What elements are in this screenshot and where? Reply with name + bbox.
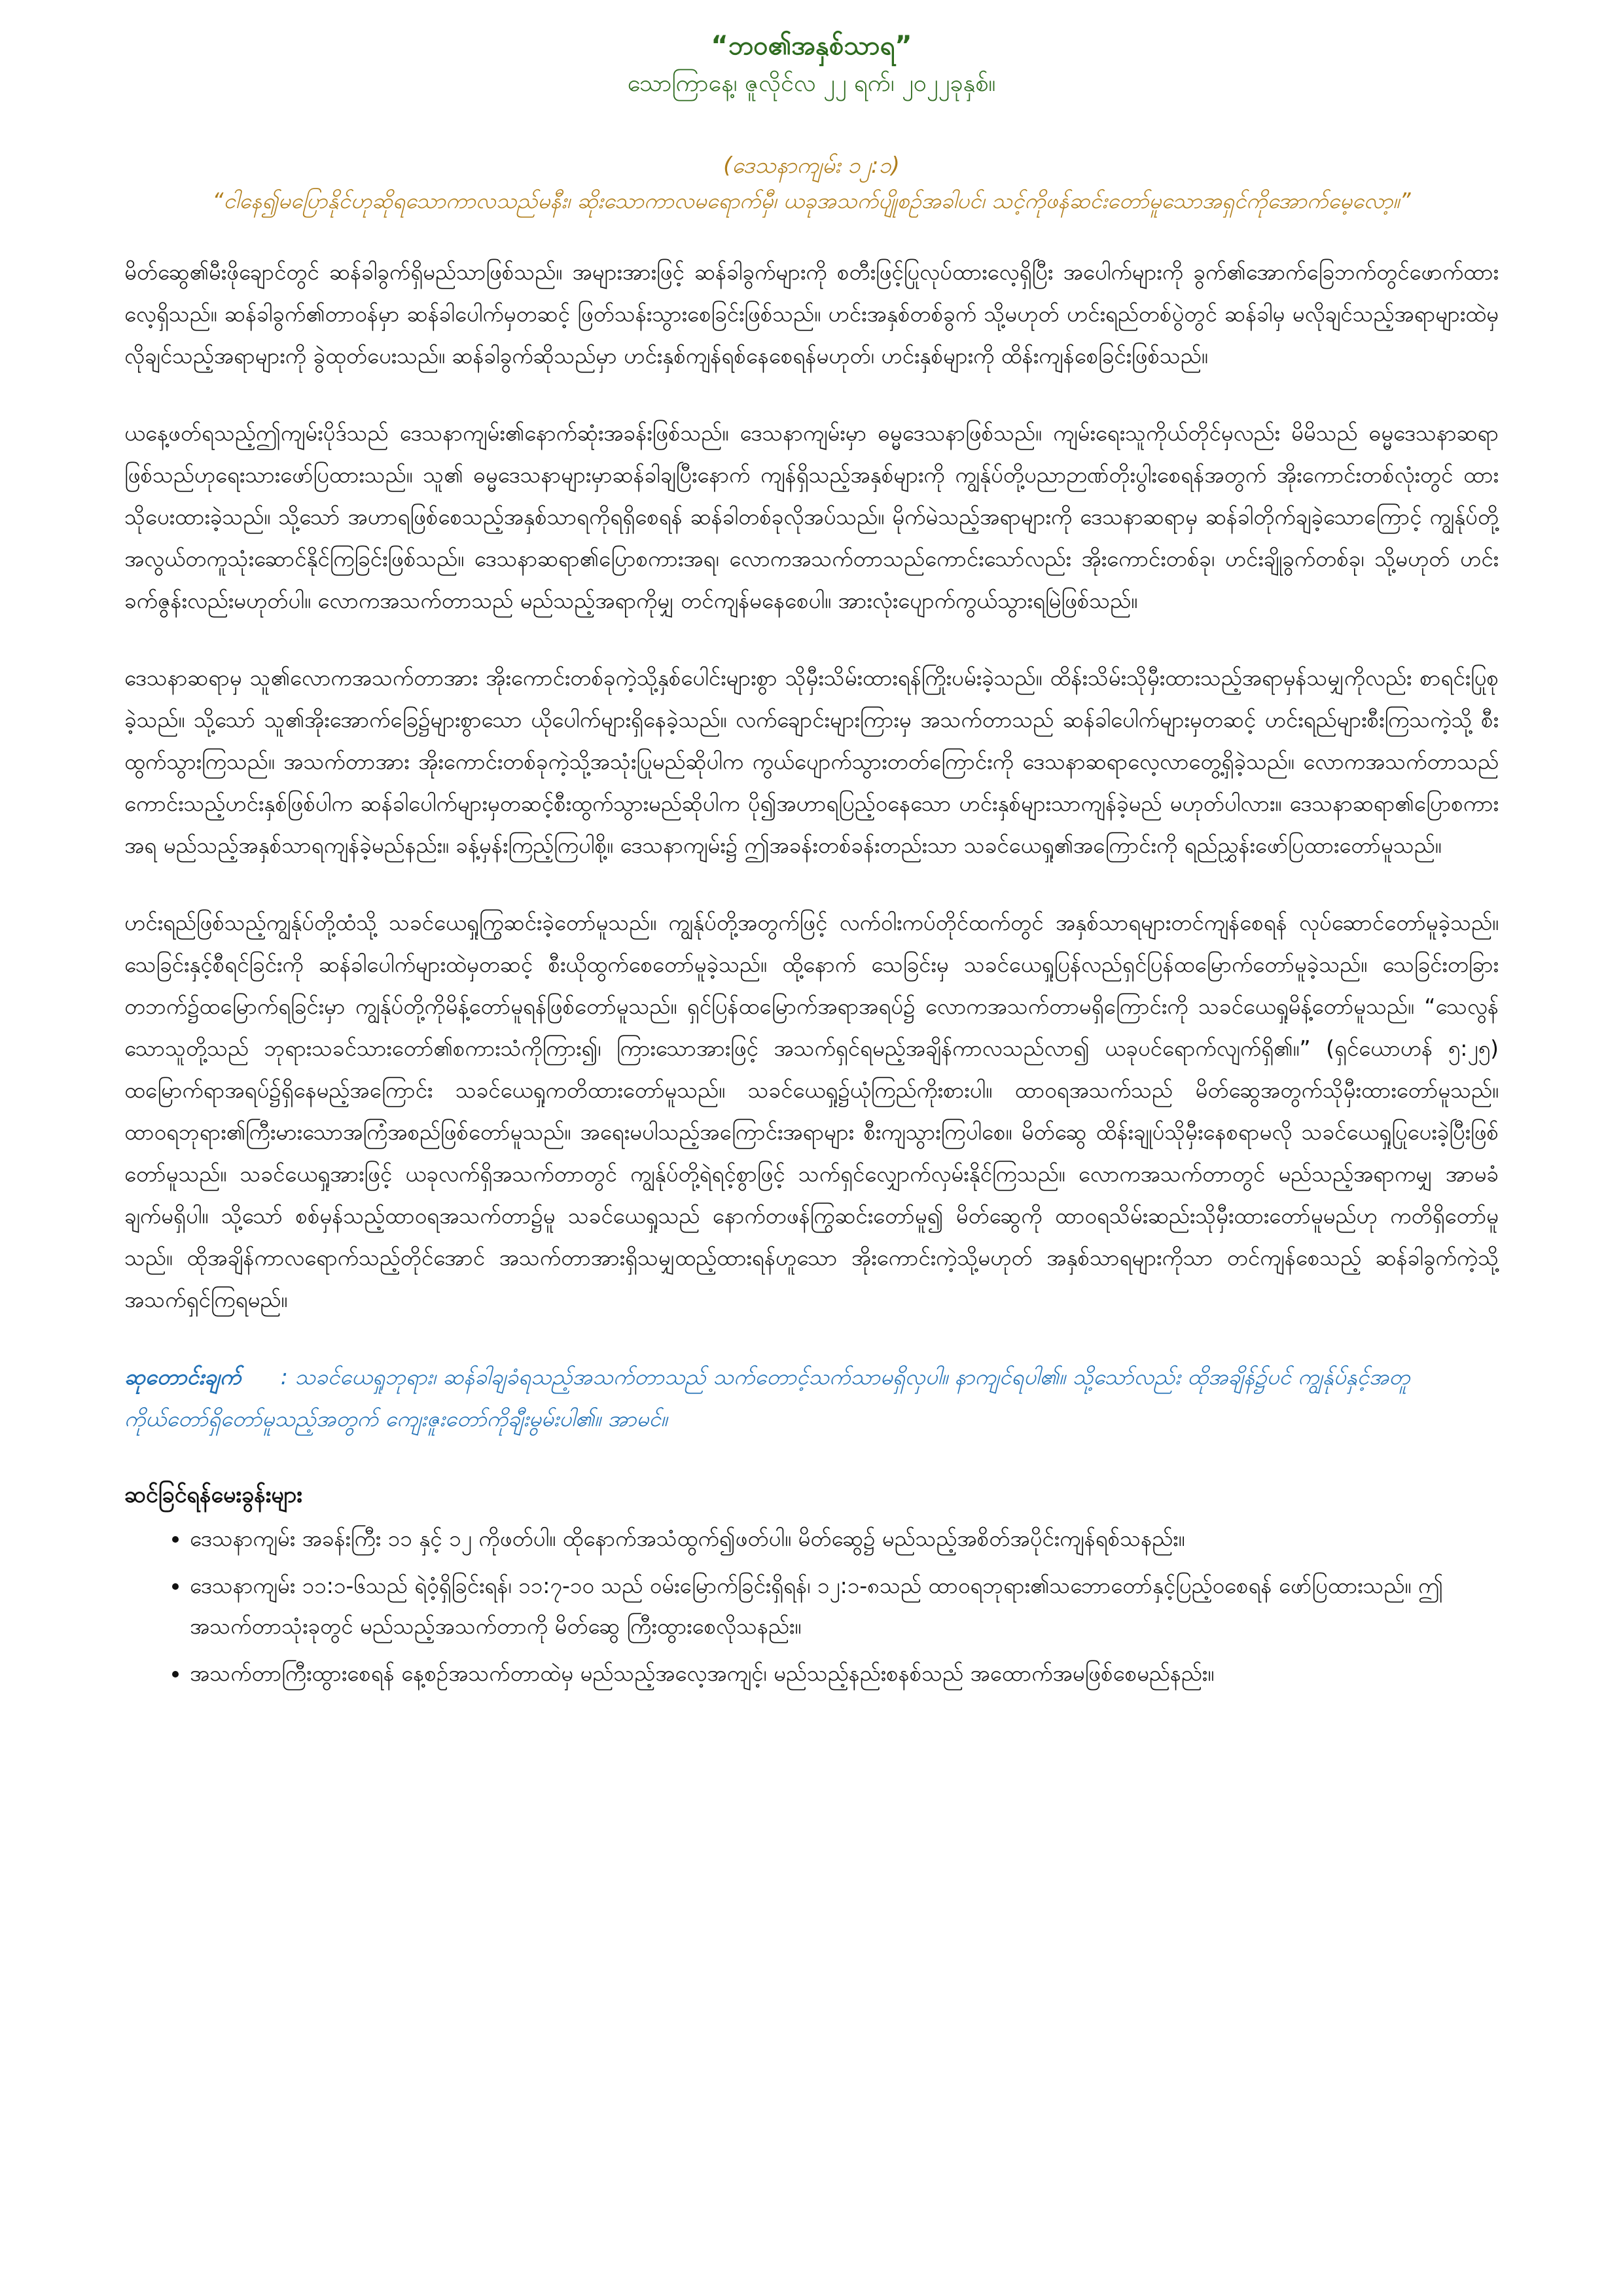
questions-heading: ဆင်ခြင်ရန်မေးခွန်းများ — [124, 1482, 302, 1508]
body-paragraph-2: ယနေ့ဖတ်ရသည့်ဤကျမ်းပိုဒ်သည် ဒေသနာကျမ်း၏နောက်ဆုံးအခန်းဖြစ်သည်။ ဒေသနာကျမ်းမှာ ဓမ္မဒေသနာဖြစ်သည်။ ကျမ်းရေးသူကိုယ်တိုင်မှလည်း မိမိသည် ဓမ္မဒေသနာဆရာဖြစ်သည်ဟုရေးသားဖော်ပြထားသည်။ သူ၏ ဓမ္မဒေသနာများမှာဆန်ခါချပြီးနောက် ကျန်ရှိသည့်အနှစ်များကို ကျွန်ုပ်တို့ပညာဉာဏ်တိုးပွါးစေရန်အတွက် အိုးကောင်းတစ်လုံးတွင် ထားသိုပေးထားခဲ့သည်။ သို့သော် အဟာရဖြစ်စေသည့်အနှစ်သာရကိုရရှိစေရန် ဆန်ခါတစ်ခုလိုအပ်သည်။ မိုက်မဲသည့်အရာများကို ဒေသနာဆရာမှ ဆန်ခါတိုက်ချခဲ့သောကြောင့် ကျွန်ုပ်တို့ အလွယ်တကူသုံးဆောင်နိုင်ကြခြင်းဖြစ်သည်။ ဒေသနာဆရာ၏ပြောစကားအရ၊ လောကအသက်တာသည်ကောင်းသော်လည်း အိုးကောင်းတစ်ခု၊ ဟင်းချိုခွက်တစ်ခု၊ သို့မဟုတ် ဟင်းခက်ဇွန်းလည်းမဟုတ်ပါ။ လောကအသက်တာသည် မည်သည့်အရာကိုမျှ တင်ကျန်မနေစေပါ။ အားလုံးပျောက်ကွယ်သွားရမြဲဖြစ်သည်။ — [124, 420, 1499, 613]
date-line: သောကြာနေ့၊ ဇူလိုင်လ ၂၂ ရက်၊ ၂၀၂၂ခုနှစ်။ — [627, 70, 996, 97]
scripture-reference: (ဒေသနာကျမ်း ၁၂:၁) — [723, 152, 900, 179]
prayer-block — [124, 1356, 1499, 1440]
devotional-page — [124, 26, 1499, 1700]
page-title: “ဘဝ၏အနှစ်သာရ” — [711, 31, 912, 61]
prayer-label: ဆုတောင်းချက် — [124, 1364, 241, 1390]
scripture-verse: “ငါနေ၍မပြောနိုင်ဟုဆိုရသောကာလသည်မနီး၊ ဆိုးသောကာလမရောက်မှီ၊ ယခုအသက်ပျိုစဉ်အခါပင်၊ သင့်ကိုဖန်ဆင်းတော်မူသောအရှင်ကိုအောက်မေ့လော့။” — [212, 188, 1411, 213]
body-paragraph-1: မိတ်ဆွေ၏မီးဖိုချောင်တွင် ဆန်ခါခွက်ရှိမည်သာဖြစ်သည်။ အများအားဖြင့် ဆန်ခါခွက်များကို စတီးဖြင့်ပြုလုပ်ထားလေ့ရှိပြီး အပေါက်များကို ခွက်၏အောက်ခြေဘက်တွင်ဖောက်ထားလေ့ရှိသည်။ ဆန်ခါခွက်၏တာဝန်မှာ ဆန်ခါပေါက်မှတဆင့် ဖြတ်သန်းသွားစေခြင်းဖြစ်သည်။ ဟင်းအနှစ်တစ်ခွက် သို့မဟုတ် ဟင်းရည်တစ်ပွဲတွင် ဆန်ခါမှ မလိုချင်သည့်အရာများထဲမှ လိုချင်သည့်အရာများကို ခွဲထုတ်ပေးသည်။ ဆန်ခါခွက်ဆိုသည်မှာ ဟင်းနှစ်ကျန်ရစ်နေစေရန်မဟုတ်၊ ဟင်းနှစ်များကို ထိန်းကျန်စေခြင်းဖြစ်သည်။ — [124, 259, 1499, 368]
question-item: • အသက်တာကြီးထွားစေရန် နေ့စဉ်အသက်တာထဲမှ မည်သည့်အလေ့အကျင့်၊ မည်သည့်နည်းစနစ်သည် အထောက်အမဖြစ်စေမည်နည်း။ — [190, 1653, 1499, 1694]
question-item: • ဒေသနာကျမ်း အခန်းကြီး ၁၁ နှင့် ၁၂ ကိုဖတ်ပါ။ ထိုနောက်အသံထွက်၍ဖတ်ပါ။ မိတ်ဆွေ၌ မည်သည့်အစိတ်အပိုင်းကျန်ရစ်သနည်း။ — [190, 1518, 1499, 1559]
question-item: • ဒေသနာကျမ်း ၁၁:၁-၆သည် ရဲဝံ့ရှိခြင်းရန်၊ ၁၁:၇-၁၀ သည် ဝမ်းမြောက်ခြင်းရှိရန်၊ ၁၂:၁-၈သည် ထာဝရဘုရား၏သဘောတော်နှင့်ပြည့်ဝစေရန် ဖော်ပြထားသည်။ ဤအသက်တာသုံးခုတွင် မည်သည့်အသက်တာကို မိတ်ဆွေ ကြီးထွားစေလိုသနည်း။ — [190, 1566, 1499, 1647]
body-paragraph-3: ဒေသနာဆရာမှ သူ၏လောကအသက်တာအား အိုးကောင်းတစ်ခုကဲ့သို့နှစ်ပေါင်းများစွာ သိုမှီးသိမ်းထားရန်ကြိုးပမ်းခဲ့သည်။ ထိန်းသိမ်းသိုမှီးထားသည့်အရာမှန်သမျှကိုလည်း စာရင်းပြုစုခဲ့သည်။ သို့သော် သူ၏အိုးအောက်ခြေ၌များစွာသော ယိုပေါက်များရှိနေခဲ့သည်။ လက်ချောင်းများကြားမှ အသက်တာသည် ဆန်ခါပေါက်များမှတဆင့် ဟင်းရည်များစီးကြသကဲ့သို့ စီးထွက်သွားကြသည်။ အသက်တာအား အိုးကောင်းတစ်ခုကဲ့သို့အသုံးပြုမည်ဆိုပါက ကွယ်ပျောက်သွားတတ်ကြောင်းကို ဒေသနာဆရာလေ့လာတွေ့ရှိခဲ့သည်။ လောကအသက်တာသည် ကောင်းသည့်ဟင်းနှစ်ဖြစ်ပါက ဆန်ခါပေါက်များမှတဆင့်စီးထွက်သွားမည်ဆိုပါက ပို၍အဟာရပြည့်ဝနေသော ဟင်းနှစ်များသာကျန်ခဲ့မည် မဟုတ်ပါလား။ ဒေသနာဆရာ၏ပြောစကားအရ မည်သည့်အနှစ်သာရကျန်ခဲ့မည်နည်း။ ခန့်မှန်းကြည့်ကြပါစို့။ ဒေသနာကျမ်း၌ ဤအခန်းတစ်ခန်းတည်းသာ သခင်ယေရှု၏အကြောင်းကို ရည်ညွှန်းဖော်ပြထားတော်မူသည်။ — [124, 665, 1499, 858]
body-paragraph-4: ဟင်းရည်ဖြစ်သည့်ကျွန်ုပ်တို့ထံသို့ သခင်ယေရှုကြွဆင်းခဲ့တော်မူသည်။ ကျွန်ုပ်တို့အတွက်ဖြင့် လက်ဝါးကပ်တိုင်ထက်တွင် အနှစ်သာရများတင်ကျန်စေရန် လုပ်ဆောင်တော်မူခဲ့သည်။ သေခြင်းနှင့်စီရင်ခြင်းကို ဆန်ခါပေါက်များထဲမှတဆင့် စီးယိုထွက်စေတော်မူခဲ့သည်။ ထို့နောက် သေခြင်းမှ သခင်ယေရှုပြန်လည်ရှင်ပြန်ထမြောက်တော်မူခဲ့သည်။ သေခြင်းတခြားတဘက်၌ထမြောက်ရခြင်းမှာ ကျွန်ုပ်တို့ကိုမိန့်တော်မူရန်ဖြစ်တော်မူသည်။ ရှင်ပြန်ထမြောက်အရာအရပ်၌ လောကအသက်တာမရှိကြောင်းကို သခင်ယေရှုမိန့်တော်မူသည်။ “သေလွန်သောသူတို့သည် ဘုရားသခင်သားတော်၏စကားသံကိုကြား၍၊ ကြားသောအားဖြင့် အသက်ရှင်ရမည့်အချိန်ကာလသည်လာ၍ ယခုပင်ရောက်လျက်ရှိ၏။” (ရှင်ယောဟန် ၅:၂၅) ထမြောက်ရာအရပ်၌ရှိနေမည့်အကြောင်း သခင်ယေရှုကတိထားတော်မူသည်။ သခင်ယေရှု၌ယုံကြည်ကိုးစားပါ။ ထာဝရအသက်သည် မိတ်ဆွေအတွက်သိုမှီးထားတော်မူသည်။ ထာဝရဘုရား၏ကြီးမားသောအကြံအစည်ဖြစ်တော်မူသည်။ အရေးမပါသည့်အကြောင်းအရာများ စီးကျသွားကြပါစေ။ မိတ်ဆွေ ထိန်းချုပ်သိုမှီးနေစရာမလို သခင်ယေရှုပြုပေးခဲ့ပြီးဖြစ်တော်မူသည်။ သခင်ယေရှုအားဖြင့် ယခုလက်ရှိအသက်တာတွင် ကျွန်ုပ်တို့ရဲရင့်စွာဖြင့် သက်ရှင်လျှောက်လှမ်းနိုင်ကြသည်။ လောကအသက်တာတွင် မည်သည့်အရာကမျှ အာမခံချက်မရှိပါ။ သို့သော် စစ်မှန်သည့်ထာဝရအသက်တာ၌မူ သခင်ယေရှုသည် နောက်တဖန်ကြွဆင်းတော်မူ၍ မိတ်ဆွေကို ထာဝရသိမ်းဆည်းသိုမှီးထားတော်မူမည်ဟု ကတိရှိတော်မူသည်။ ထိုအချိန်ကာလရောက်သည့်တိုင်အောင် အသက်တာအားရှိသမျှထည့်ထားရန်ဟူသော အိုးကောင်းကဲ့သို့မဟုတ် အနှစ်သာရများကိုသာ တင်ကျန်စေသည့် ဆန်ခါခွက်ကဲ့သို့ အသက်ရှင်ကြရမည်။ — [124, 910, 1499, 1312]
questions-list — [124, 1518, 1499, 1694]
prayer-text: : သခင်ယေရှုဘုရား၊ ဆန်ခါချခံရသည့်အသက်တာသည် သက်တောင့်သက်သာမရှိလှပါ။ နာကျင်ရပါ၏။ သို့သော်လည်း ထိုအချိန်၌ပင် ကျွန်ုပ်နှင့်အတူ ကိုယ်တော်ရှိတော်မူသည့်အတွက် ကျေးဇူးတော်ကိုချီးမွမ်းပါ၏။ အာမင်။ — [124, 1364, 1410, 1431]
